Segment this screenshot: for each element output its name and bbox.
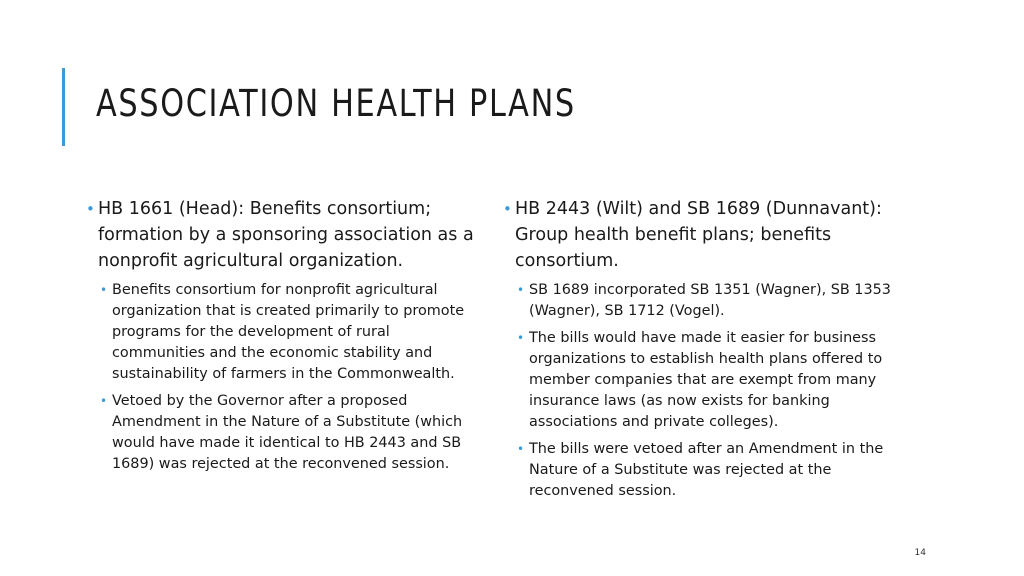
right-main-bullet — [503, 196, 913, 274]
right-sub-item — [503, 280, 913, 322]
right-column — [503, 196, 913, 508]
right-main-text: HB 2443 (Wilt) and SB 1689 (Dunnavant): Group health benefit plans; benefits consortium. — [515, 199, 882, 271]
right-sub-text: The bills were vetoed after an Amendment in the Nature of a Substitute was rejected at the reconvened session. — [529, 441, 884, 499]
left-sub-list — [86, 280, 486, 475]
right-sub-item — [503, 439, 913, 502]
slide-title: ASSOCIATION HEALTH PLANS — [96, 82, 576, 125]
left-sub-text: Benefits consortium for nonprofit agricultural organization that is created primarily to promote programs for the development of rural communities and the economic stability and sustainability of farmers in the Commonwealth. — [112, 282, 465, 382]
left-sub-item — [86, 391, 486, 475]
bullet-icon: • — [517, 331, 525, 345]
left-sub-item — [86, 280, 486, 385]
left-sub-text: Vetoed by the Governor after a proposed Amendment in the Nature of a Substitute (which would have made it identical to HB 2443 and SB 1689) was rejected at the reconvened session. — [112, 393, 463, 472]
title-accent-bar — [62, 68, 65, 146]
left-main-text: HB 1661 (Head): Benefits consortium; formation by a sponsoring association as a nonprofit agricultural organization. — [98, 199, 474, 271]
right-sub-item — [503, 328, 913, 433]
right-sub-text: SB 1689 incorporated SB 1351 (Wagner), SB 1353 (Wagner), SB 1712 (Vogel). — [529, 282, 891, 319]
bullet-icon: • — [503, 200, 512, 218]
right-sub-list — [503, 280, 913, 502]
left-column — [86, 196, 486, 481]
bullet-icon: • — [517, 442, 525, 456]
right-sub-text: The bills would have made it easier for business organizations to establish health plans offered to member companies that are exempt from many insurance laws (as now exists for banking associations and private colleges). — [529, 330, 883, 430]
page-number: 14 — [914, 548, 926, 558]
left-main-bullet — [86, 196, 486, 274]
bullet-icon: • — [100, 283, 108, 297]
bullet-icon: • — [100, 394, 108, 408]
bullet-icon: • — [517, 283, 525, 297]
bullet-icon: • — [86, 200, 95, 218]
